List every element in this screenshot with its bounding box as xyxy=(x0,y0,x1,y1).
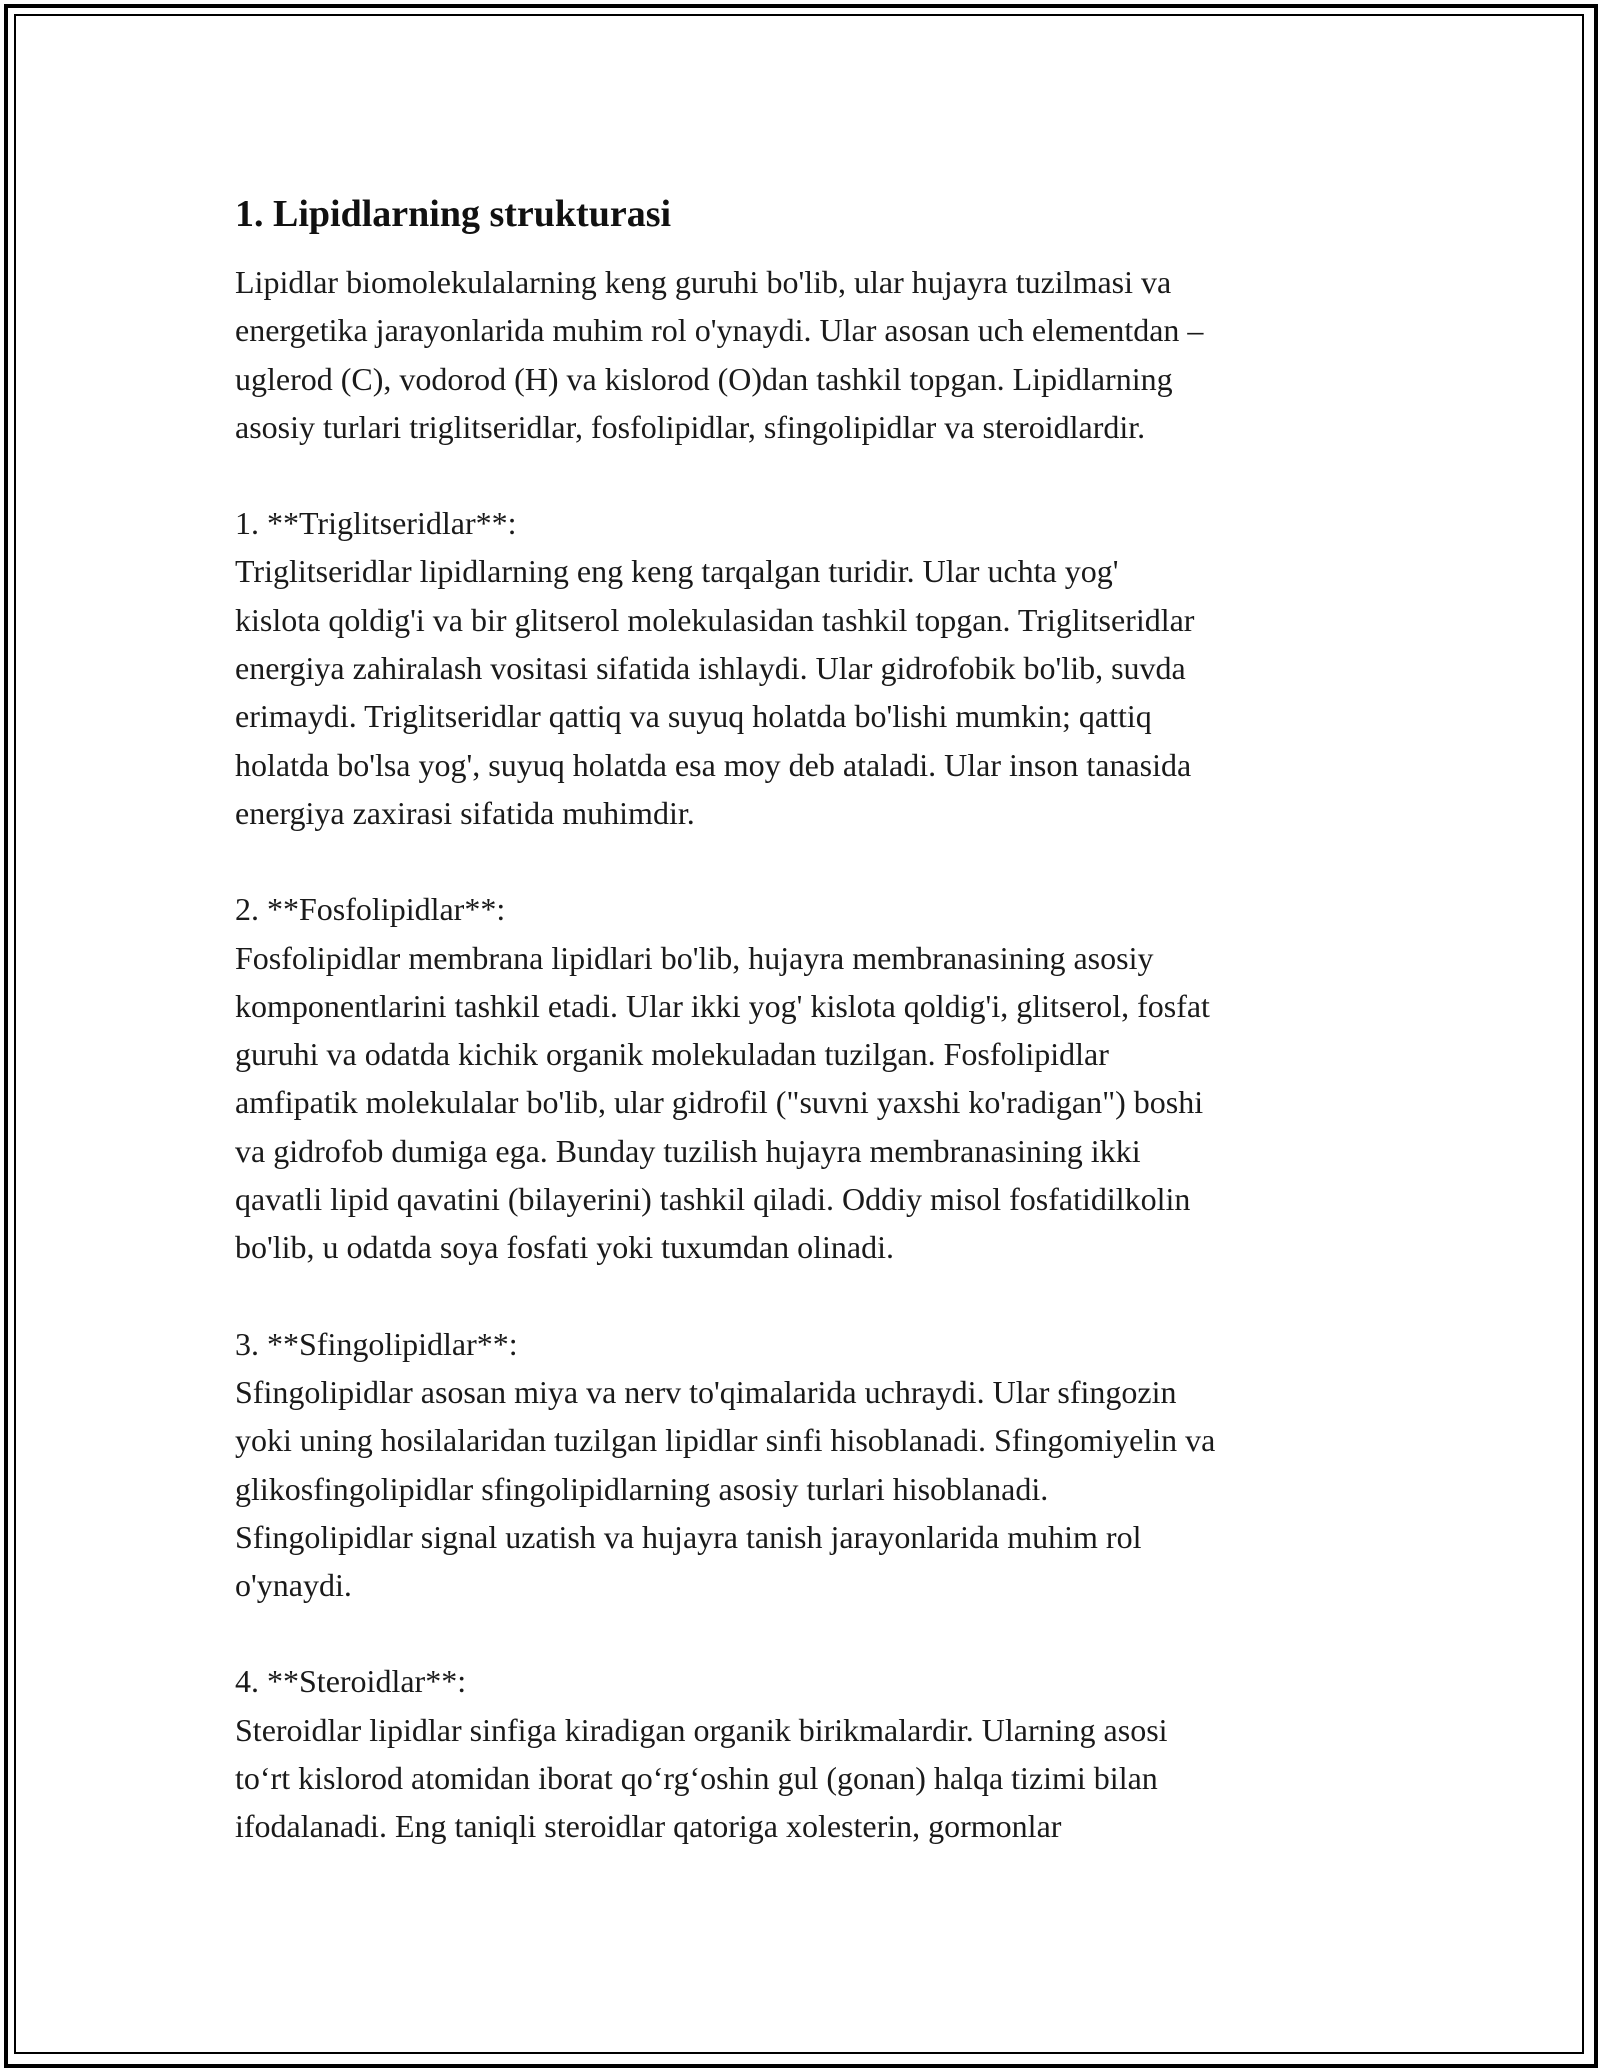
document-heading: 1. Lipidlarning strukturasi xyxy=(235,193,672,235)
section-title: 3. **Sfingolipidlar**: xyxy=(235,1325,518,1362)
section-fosfolipidlar xyxy=(235,885,1385,1271)
section-triglitseridlar xyxy=(235,499,1385,837)
intro-paragraph: Lipidlar biomolekulalarning keng guruhi bo'lib, ular hujayra tuzilmasi va energetika jarayonlarida muhim rol o'ynaydi. Ular asosan uch elementdan – uglerod (C), vodorod (H) va kislorod (O)dan tashkil topgan. Lipidlarning asosiy turlari triglitseridlar, fosfolipidlar, sfingolipidlar va steroidlardir. xyxy=(235,264,1204,445)
section-title: 2. **Fosfolipidlar**: xyxy=(235,891,506,928)
section-steroidlar xyxy=(235,1657,1385,1850)
section-sfingolipidlar xyxy=(235,1320,1385,1610)
document-page xyxy=(235,188,1385,1851)
section-body: Sfingolipidlar asosan miya va nerv to'qimalarida uchraydi. Ular sfingozin yoki uning hosilalaridan tuzilgan lipidlar sinfi hisoblanadi. Sfingomiyelin va glikosfingolipidlar sfingolipidlarning asosiy turlari hisoblanadi. Sfingolipidlar signal uzatish va hujayra tanish jarayonlarida muhim rol o'ynaydi. xyxy=(235,1373,1216,1604)
section-body: Steroidlar lipidlar sinfiga kiradigan organik birikmalardir. Ularning asosi to‘rt kislorod atomidan iborat qo‘rg‘oshin gul (gonan) halqa tizimi bilan ifodalanadi. Eng taniqli steroidlar qatoriga xolesterin, gormonlar xyxy=(235,1711,1168,1845)
section-body: Fosfolipidlar membrana lipidlari bo'lib, hujayra membranasining asosiy komponentlarini tashkil etadi. Ular ikki yog' kislota qoldig'i, glitserol, fosfat guruhi va odatda kichik organik molekuladan tuzilgan. Fosfolipidlar amfipatik molekulalar bo'lib, ular gidrofil ("suvni yaxshi ko'radigan") boshi va gidrofob dumiga ega. Bunday tuzilish hujayra membranasining ikki qavatli lipid qavatini (bilayerini) tashkil qiladi. Oddiy misol fosfatidilkolin bo'lib, u odatda soya fosfati yoki tuxumdan olinadi. xyxy=(235,939,1210,1266)
section-title: 4. **Steroidlar**: xyxy=(235,1663,467,1700)
section-body: Triglitseridlar lipidlarning eng keng tarqalgan turidir. Ular uchta yog' kislota qoldig'i va bir glitserol molekulasidan tashkil topgan. Triglitseridlar energiya zahiralash vositasi sifatida ishlaydi. Ular gidrofobik bo'lib, suvda erimaydi. Triglitseridlar qattiq va suyuq holatda bo'lishi mumkin; qattiq holatda bo'lsa yog', suyuq holatda esa moy deb ataladi. Ular inson tanasida energiya zaxirasi sifatida muhimdir. xyxy=(235,553,1195,831)
section-title: 1. **Triglitseridlar**: xyxy=(235,505,517,542)
